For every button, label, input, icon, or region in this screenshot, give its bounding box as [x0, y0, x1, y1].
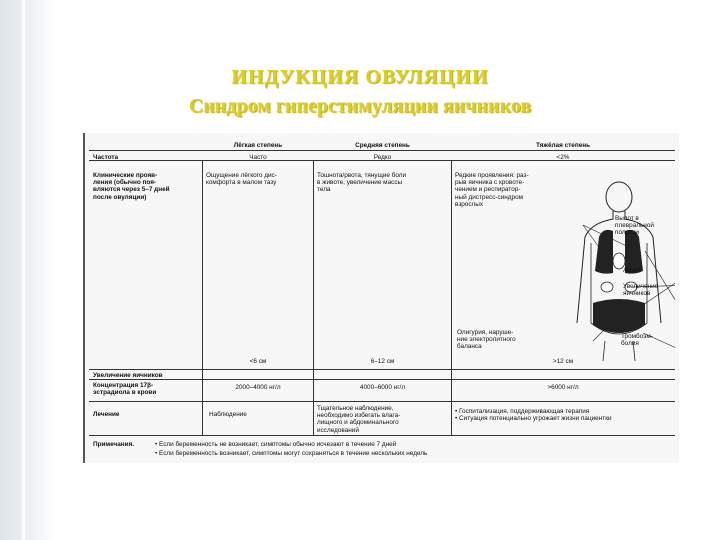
row-frequency-mild: Часто	[249, 154, 267, 161]
row-ovary-severe: >12 см	[552, 358, 574, 365]
row-estradiol-severe: >6000 нг/л	[547, 384, 579, 391]
row-estradiol-mild: 2000–4000 нг/л	[235, 384, 281, 391]
label-effusion: Выпот в плевральной полости	[615, 215, 654, 237]
torso-illustration	[533, 155, 675, 361]
note-item: • Если беременность возникает, симптомы могут сохраняться в течение нескольких недель	[155, 450, 428, 457]
row-ovary-label: Увеличение яичников	[93, 372, 163, 379]
label-ovary: Увеличение яичников	[623, 283, 659, 298]
row-clinical-moderate: Тошнота/рвота, тянущие боли в животе, увеличение массы тела	[317, 172, 407, 194]
row-frequency-label: Частота	[93, 154, 119, 161]
row-clinical-mild: Ощущение лёгкого дис- комфорта в малом тазу	[206, 172, 277, 187]
row-ovary-mild: <6 см	[249, 358, 267, 365]
header-mild: Лёгкая степень	[233, 142, 283, 149]
header-moderate: Средняя степень	[355, 142, 410, 149]
note-item: • Если беременность не возникает, симптомы обычно исчезают в течение 7 дней	[155, 441, 397, 448]
row-treatment-mild: Наблюдение	[209, 411, 247, 418]
row-clinical-severe: Редкие проявления: раз- рыв яичника с кровоте- чением и респиратор- ный дистресс-синдром взрослых	[455, 172, 529, 208]
scanned-table	[83, 133, 679, 463]
row-treatment-label: Лечение	[93, 411, 120, 418]
row-ovary-moderate: 6–12 см	[370, 358, 395, 365]
slide-subtitle: Синдром гиперстимуляции яичников	[188, 95, 532, 117]
row-estradiol-moderate: 4000–6000 нг/л	[359, 384, 406, 391]
slide-title: ИНДУКЦИЯ ОВУЛЯЦИИ	[231, 66, 489, 88]
label-oliguria: Олигурия, наруше- ние электролитного баланса	[457, 329, 516, 351]
header-severe: Тяжёлая степень	[535, 142, 591, 149]
notes-label: Примечания.	[93, 441, 135, 448]
row-treatment-severe: • Госпитализация, поддерживающая терапия • Ситуация потенциально угрожает жизни пациентки	[455, 408, 612, 423]
label-ascites: Асцит	[623, 267, 641, 274]
row-frequency-moderate: Редко	[373, 154, 392, 161]
row-frequency-severe: <2%	[556, 154, 570, 161]
row-clinical-label: Клинические прояв- ления (обычно поя- вляются через 5–7 дней после овуляции)	[93, 172, 170, 201]
row-estradiol-label: Концентрация 17β- эстрадиола в крови	[93, 382, 157, 397]
label-thromboembolism: Тромбоэм- болия	[621, 333, 653, 348]
row-treatment-moderate: Тщательное наблюдение, необходимо избегать влага- лищного и абдоминального исследований	[317, 405, 401, 434]
body-figure	[533, 155, 675, 361]
